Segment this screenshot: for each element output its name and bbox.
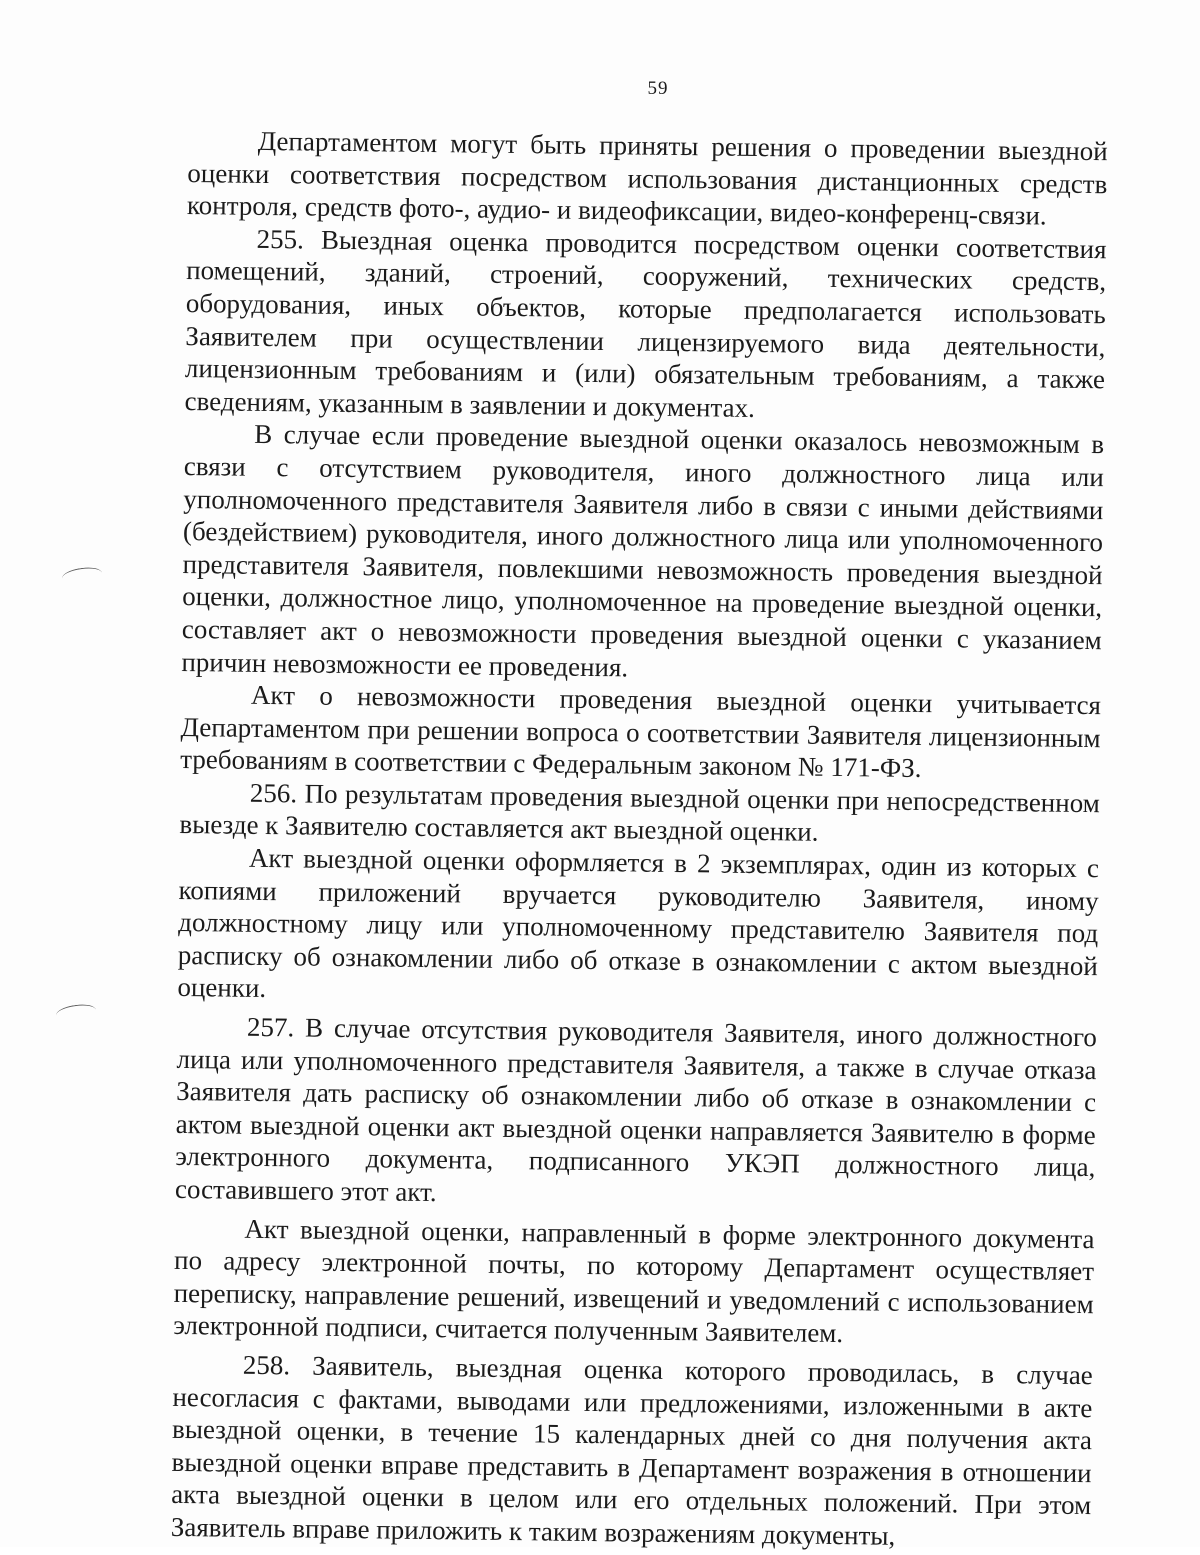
paragraph: Акт выездной оценки оформляется в 2 экземплярах, один из которых с копиями приложений вручается руководителю Заявителя, иному должностному лицу или уполномоченному представителю Заявителя под расписку об ознакомлении либо об отказе в ознакомлении с актом выездной оценки. [177,842,1100,1004]
page-number: 59 [647,78,669,99]
paragraph: В случае если проведение выездной оценки оказалось невозможным в связи с отсутствием руководителя, иного должностного лица или уполномоченного представителя Заявителя либо в связи с иными действиями (бездействием) руководителя, иного должностного лица или уполномоченного представителя Заявителя, повлекшими невозможность проведения выездной оценки, должностное лицо, уполномоченное на проведение выездной оценки, составляет акт о невозможности проведения выездной оценки с указанием причин невозможности ее проведения. [181,419,1105,682]
document-body [171,124,1108,1555]
scan-artifact-mark [55,1002,97,1022]
paragraph-257: 257. В случае отсутствия руководителя Заявителя, иного должностного лица или уполномоченного представителя Заявителя, а также в случае отказа Заявителя дать расписку об ознакомлении либо об отказе в ознакомлении с актом выездной оценки акт выездной оценки направляется Заявителю в форме электронного документа, подписанного УКЭП должностного лица, составившего этот акт. [174,1011,1098,1208]
scan-artifact-mark [61,565,103,585]
paragraph-255: 255. Выездная оценка проводится посредством оценки соответствия помещений, зданий, строений, сооружений, технических средств, оборудования, иных объектов, которые предполагается использовать Заявителем при осуществлении лицензируемого вида деятельности, лицензионным требованиям и (или) обязательным требованиям, а также сведениям, указанным в заявлении и документах. [184,223,1107,423]
paragraph-256: 256. По результатам проведения выездной оценки при непосредственном выезде к Заявителю составляется акт выездной оценки. [179,777,1100,848]
paragraph: Акт о невозможности проведения выездной оценки учитывается Департаментом при решении вопроса о соответствии Заявителя лицензионным требованиям в соответствии с Федеральным законом № 171-ФЗ. [180,679,1102,784]
paragraph: Акт выездной оценки, направленный в форме электронного документа по адресу электронной почты, по которому Департамент осуществляет переписку, направление решений, извещений и уведомлений с использованием электронной подписи, считается полученным Заявителем. [173,1213,1095,1349]
paragraph: Департаментом могут быть приняты решения о проведении выездной оценки соответствия посредством использования дистанционных средств контроля, средств фото-, аудио- и видеофиксации, видео-конференц-связи. [186,125,1108,231]
paragraph-258: 258. Заявитель, выездная оценка которого проводилась, в случае несогласия с фактами, выводами или предложениями, изложенными в акте выездной оценки, в течение 15 календарных дней со дня получения акта выездной оценки вправе представить в Департамент возражения в отношении акта выездной оценки в целом или его отдельных положений. При этом Заявитель вправе приложить к таким возражениям документы, [170,1349,1093,1551]
